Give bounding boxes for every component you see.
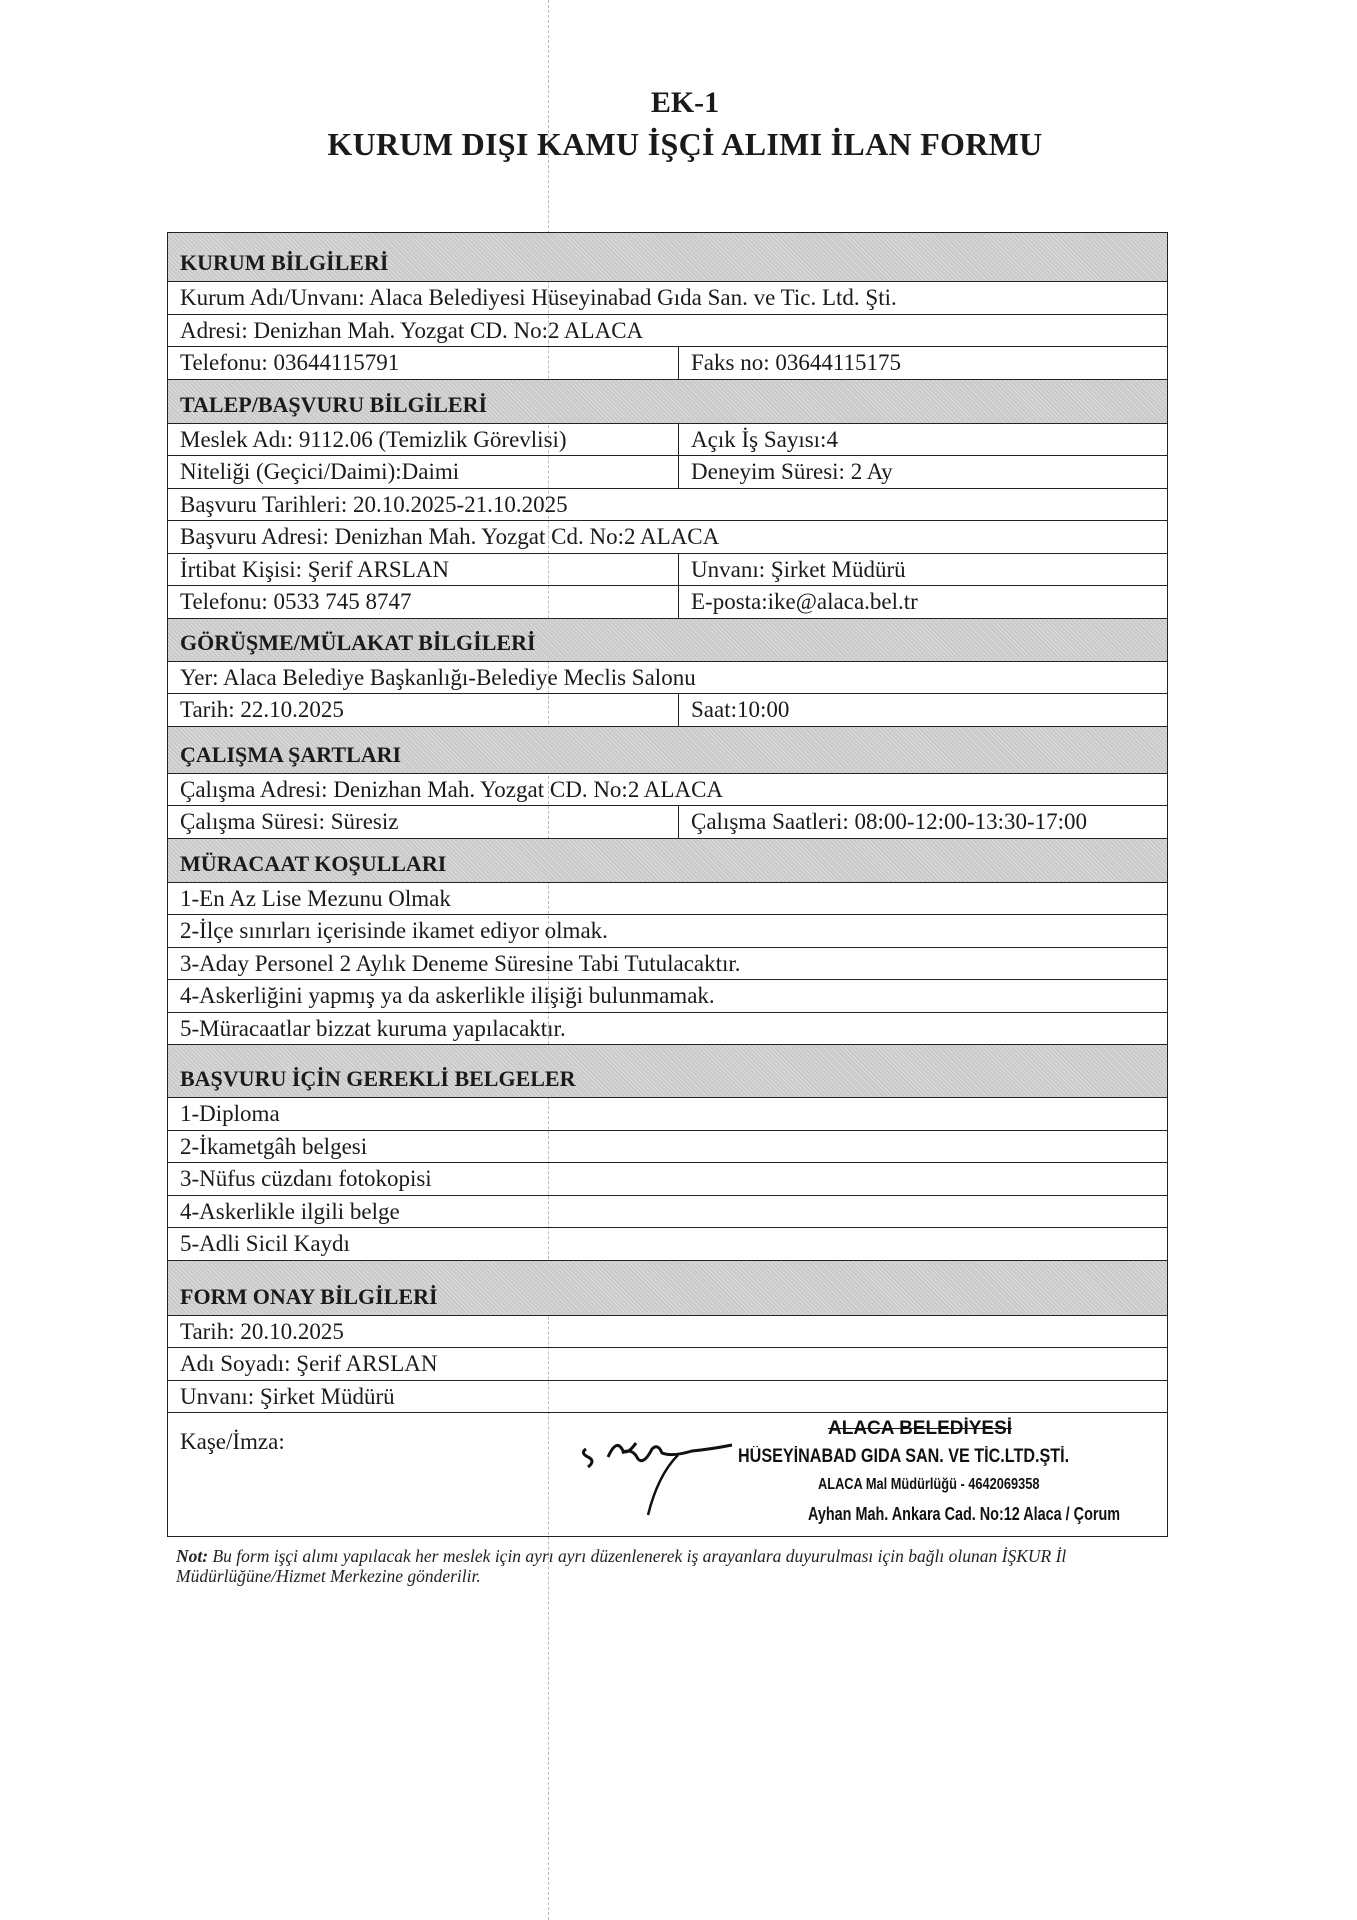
institution-fax: Faks no: 03644115175 (691, 350, 901, 375)
experience: Deneyim Süresi: 2 Ay (691, 459, 893, 484)
work-hours: Çalışma Saatleri: 08:00-12:00-13:30-17:00 (691, 809, 1088, 834)
occupation: Meslek Adı: 9112.06 (Temizlik Görevlisi) (168, 424, 679, 456)
annex-label: EK-1 (650, 86, 720, 119)
form-row (168, 456, 1167, 489)
work-duration: Çalışma Süresi: Süresiz (168, 806, 679, 838)
stamp-signature-label: Kaşe/İmza: (180, 1429, 285, 1454)
condition-item: 2-İlçe sınırları içerisinde ikamet ediyor olmak. (168, 915, 1167, 948)
contact-person: İrtibat Kişisi: Şerif ARSLAN (168, 554, 679, 586)
form-row (168, 521, 1167, 554)
openings: Açık İş Sayısı:4 (691, 426, 838, 452)
application-dates: Başvuru Tarihleri: 20.10.2025-21.10.2025 (180, 491, 568, 517)
form-row (168, 347, 1167, 380)
form-row-stamp (168, 1413, 1167, 1537)
interview-date: Tarih: 22.10.2025 (168, 694, 679, 726)
interview-place: Yer: Alaca Belediye Başkanlığı-Belediye Meclis Salonu (180, 664, 696, 690)
nature: Niteliği (Geçici/Daimi):Daimi (168, 456, 679, 488)
footnote-text: Bu form işçi alımı yapılacak her meslek için ayrı ayrı düzenlenerek iş arayanlara duyurulması için bağlı olunan İŞKUR İl Müdürlüğüne/Hizmet Merkezine gönderilir. (176, 1546, 1067, 1586)
form-row (168, 1316, 1167, 1349)
work-address: Çalışma Adresi: Denizhan Mah. Yozgat CD. No:2 ALACA (180, 776, 724, 802)
job-posting-form (167, 232, 1168, 1537)
section-header-gorusme: GÖRÜŞME/MÜLAKAT BİLGİLERİ (168, 619, 1167, 662)
footnote-label: Not: (176, 1546, 209, 1566)
condition-item: 3-Aday Personel 2 Aylık Deneme Süresine Tabi Tutulacaktır. (168, 948, 1167, 981)
document-item: 5-Adli Sicil Kaydı (168, 1228, 1167, 1261)
institution-phone: Telefonu: 03644115791 (168, 347, 679, 379)
page-title: KURUM DIŞI KAMU İŞÇİ ALIMI İLAN FORMU (327, 126, 1043, 162)
handwritten-signature (578, 1427, 748, 1517)
institution-address: Adresi: Denizhan Mah. Yozgat CD. No:2 ALACA (180, 317, 644, 343)
contact-email: E-posta:ike@alaca.bel.tr (691, 589, 918, 614)
form-row (168, 315, 1167, 348)
form-row (168, 774, 1167, 807)
footnote (176, 1546, 1186, 1586)
contact-phone: Telefonu: 0533 745 8747 (168, 586, 679, 618)
form-row (168, 806, 1167, 839)
document-item: 3-Nüfus cüzdanı fotokopisi (168, 1163, 1167, 1196)
form-row (168, 694, 1167, 727)
approval-name: Adı Soyadı: Şerif ARSLAN (180, 1351, 438, 1376)
section-header-talep: TALEP/BAŞVURU BİLGİLERİ (168, 380, 1167, 424)
form-row (168, 662, 1167, 695)
condition-item: 5-Müracaatlar bizzat kuruma yapılacaktır. (168, 1013, 1167, 1046)
document-item: 2-İkametgâh belgesi (168, 1131, 1167, 1164)
form-row (168, 282, 1167, 315)
document-item: 1-Diploma (168, 1098, 1167, 1131)
section-header-onay: FORM ONAY BİLGİLERİ (168, 1261, 1167, 1316)
document-item: 4-Askerlikle ilgili belge (168, 1196, 1167, 1229)
condition-item: 4-Askerliğini yapmış ya da askerlikle ilişiği bulunmamak. (168, 980, 1167, 1013)
condition-item: 1-En Az Lise Mezunu Olmak (168, 883, 1167, 916)
form-row (168, 586, 1167, 619)
approval-date: Tarih: 20.10.2025 (180, 1318, 344, 1344)
application-address: Başvuru Adresi: Denizhan Mah. Yozgat Cd. No:2 ALACA (180, 524, 720, 549)
form-row (168, 489, 1167, 522)
contact-title: Unvanı: Şirket Müdürü (691, 556, 906, 582)
interview-time: Saat:10:00 (691, 697, 790, 722)
form-row (168, 424, 1167, 457)
form-row (168, 1381, 1167, 1414)
section-header-belgeler: BAŞVURU İÇİN GEREKLİ BELGELER (168, 1045, 1167, 1098)
form-row (168, 554, 1167, 587)
form-row (168, 1348, 1167, 1381)
approval-title: Unvanı: Şirket Müdürü (180, 1383, 395, 1409)
company-stamp: ALACA BELEDİYESİ HÜSEYİNABAD GIDA SAN. VE TİC.LTD.ŞTİ. ALACA Mal Müdürlüğü - 4642069358 Ayhan Mah. Ankara Cad. No:12 Alaca / Çorum (738, 1418, 1121, 1524)
institution-name: Kurum Adı/Unvanı: Alaca Belediyesi Hüseyinabad Gıda San. ve Tic. Ltd. Şti. (180, 285, 897, 310)
section-header-calisma: ÇALIŞMA ŞARTLARI (168, 727, 1167, 774)
section-header-kurum: KURUM BİLGİLERİ (168, 233, 1167, 282)
section-header-muracaat: MÜRACAAT KOŞULLARI (168, 839, 1167, 883)
